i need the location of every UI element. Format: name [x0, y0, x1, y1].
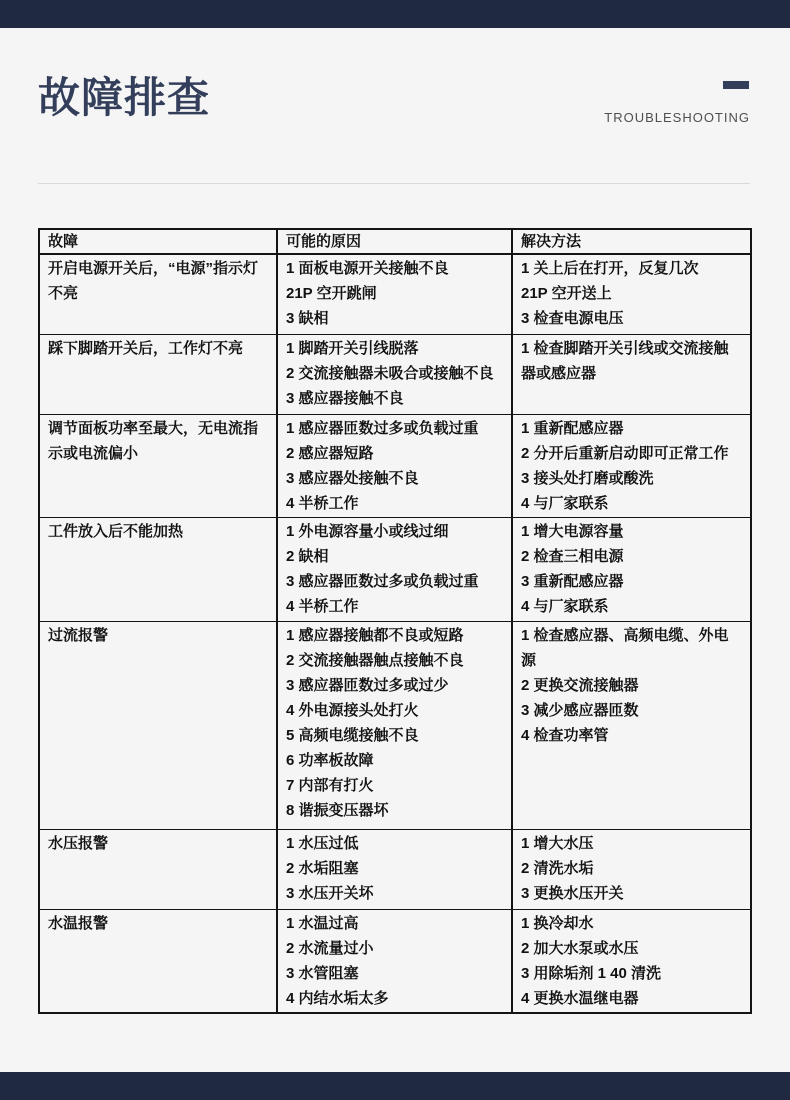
- solution-line: 1 增大水压: [521, 834, 594, 852]
- troubleshooting-table: [38, 228, 752, 1014]
- solutions-cell: [512, 414, 751, 517]
- bottom-accent-bar: [0, 1072, 790, 1100]
- cause-line: 2 缺相: [286, 547, 329, 565]
- table-row: [39, 334, 751, 414]
- causes-cell: [277, 517, 512, 621]
- cause-line: 2 感应器短路: [286, 444, 374, 462]
- cause-line: 1 水温过高: [286, 914, 359, 932]
- cause-line: 3 水管阻塞: [286, 964, 359, 982]
- cause-line: 4 半桥工作: [286, 597, 359, 615]
- cause-line: 5 高频电缆接触不良: [286, 726, 419, 744]
- solution-line: 2 分开后重新启动即可正常工作: [521, 444, 729, 462]
- causes-cell: [277, 621, 512, 829]
- cause-line: 3 水压开关坏: [286, 884, 374, 902]
- cause-line: 2 交流接触器未吸合或接触不良: [286, 364, 494, 382]
- solutions-cell: [512, 909, 751, 1013]
- column-header-2: 可能的原因: [277, 229, 512, 254]
- solution-line: 4 与厂家联系: [521, 597, 609, 615]
- column-header-3: 解决方法: [512, 229, 751, 254]
- cause-line: 8 谐振变压器坏: [286, 801, 389, 819]
- cause-line: 4 半桥工作: [286, 494, 359, 512]
- fault-cell: 踩下脚踏开关后，工作灯不亮: [39, 334, 277, 414]
- solution-line: 3 重新配感应器: [521, 572, 624, 590]
- table-row: [39, 909, 751, 1013]
- cause-line: 1 感应器匝数过多或负载过重: [286, 419, 479, 437]
- solutions-cell: [512, 334, 751, 414]
- cause-line: 3 感应器匝数过多或负载过重: [286, 572, 479, 590]
- table-body: [39, 254, 751, 1013]
- solutions-cell: [512, 829, 751, 909]
- cause-line: 4 外电源接头处打火: [286, 701, 419, 719]
- solution-line: 2 检查三相电源: [521, 547, 624, 565]
- fault-cell: 过流报警: [39, 621, 277, 829]
- cause-line: 2 水垢阻塞: [286, 859, 359, 877]
- cause-line: 6 功率板故障: [286, 751, 374, 769]
- column-header-1: 故障: [39, 229, 277, 254]
- solution-line: 3 接头处打磨或酸洗: [521, 469, 654, 487]
- cause-line: 4 内结水垢太多: [286, 989, 389, 1007]
- solution-line: 2 更换交流接触器: [521, 676, 639, 694]
- page-subtitle-en: TROUBLESHOOTING: [604, 110, 750, 125]
- table-row: [39, 621, 751, 829]
- cause-line: 3 感应器处接触不良: [286, 469, 419, 487]
- solutions-cell: [512, 517, 751, 621]
- cause-line: 3 感应器接触不良: [286, 389, 404, 407]
- divider: [38, 183, 750, 184]
- fault-cell: 水温报警: [39, 909, 277, 1013]
- solutions-cell: [512, 621, 751, 829]
- table-header-row: [39, 229, 751, 254]
- page-title: 故障排查: [38, 74, 211, 121]
- cause-line: 1 感应器接触都不良或短路: [286, 626, 464, 644]
- cause-line: 2 交流接触器触点接触不良: [286, 651, 464, 669]
- solution-line: 1 检查脚踏开关引线或交流接触器或感应器: [521, 339, 729, 382]
- solution-line: 2 加大水泵或水压: [521, 939, 639, 957]
- solution-line: 4 与厂家联系: [521, 494, 609, 512]
- solution-line: 3 减少感应器匝数: [521, 701, 639, 719]
- solution-line: 3 检查电源电压: [521, 310, 624, 327]
- cause-line: 1 脚踏开关引线脱落: [286, 339, 419, 357]
- fault-cell: 工件放入后不能加热: [39, 517, 277, 621]
- causes-cell: [277, 909, 512, 1013]
- table-row: [39, 254, 751, 334]
- solution-line: 1 关上后在打开，反复几次: [521, 260, 699, 277]
- cause-line: 1 面板电源开关接触不良: [286, 260, 449, 277]
- solution-line: 1 重新配感应器: [521, 419, 624, 437]
- solutions-cell: [512, 254, 751, 334]
- accent-dash: [723, 81, 749, 89]
- causes-cell: [277, 829, 512, 909]
- cause-line: 3 感应器匝数过多或过少: [286, 676, 449, 694]
- solution-line: 4 检查功率管: [521, 726, 609, 744]
- fault-cell: 开启电源开关后，“电源”指示灯不亮: [39, 254, 277, 334]
- top-accent-bar: [0, 0, 790, 28]
- causes-cell: [277, 414, 512, 517]
- solution-line: 21P 空开送上: [521, 285, 612, 302]
- cause-line: 7 内部有打火: [286, 776, 374, 794]
- cause-line: 2 水流量过小: [286, 939, 374, 957]
- solution-line: 3 更换水压开关: [521, 884, 624, 902]
- fault-cell: 调节面板功率至最大，无电流指示或电流偏小: [39, 414, 277, 517]
- cause-line: 1 外电源容量小或线过细: [286, 522, 449, 540]
- causes-cell: [277, 254, 512, 334]
- fault-cell: 水压报警: [39, 829, 277, 909]
- solution-line: 1 换冷却水: [521, 914, 594, 932]
- table-row: [39, 517, 751, 621]
- cause-line: 3 缺相: [286, 310, 329, 327]
- causes-cell: [277, 334, 512, 414]
- solution-line: 2 清洗水垢: [521, 859, 594, 877]
- cause-line: 1 水压过低: [286, 834, 359, 852]
- solution-line: 1 检查感应器、高频电缆、外电源: [521, 626, 729, 669]
- solution-line: 4 更换水温继电器: [521, 989, 639, 1007]
- cause-line: 21P 空开跳闸: [286, 285, 377, 302]
- table-row: [39, 829, 751, 909]
- solution-line: 3 用除垢剂 1 40 清洗: [521, 964, 662, 982]
- table-row: [39, 414, 751, 517]
- solution-line: 1 增大电源容量: [521, 522, 624, 540]
